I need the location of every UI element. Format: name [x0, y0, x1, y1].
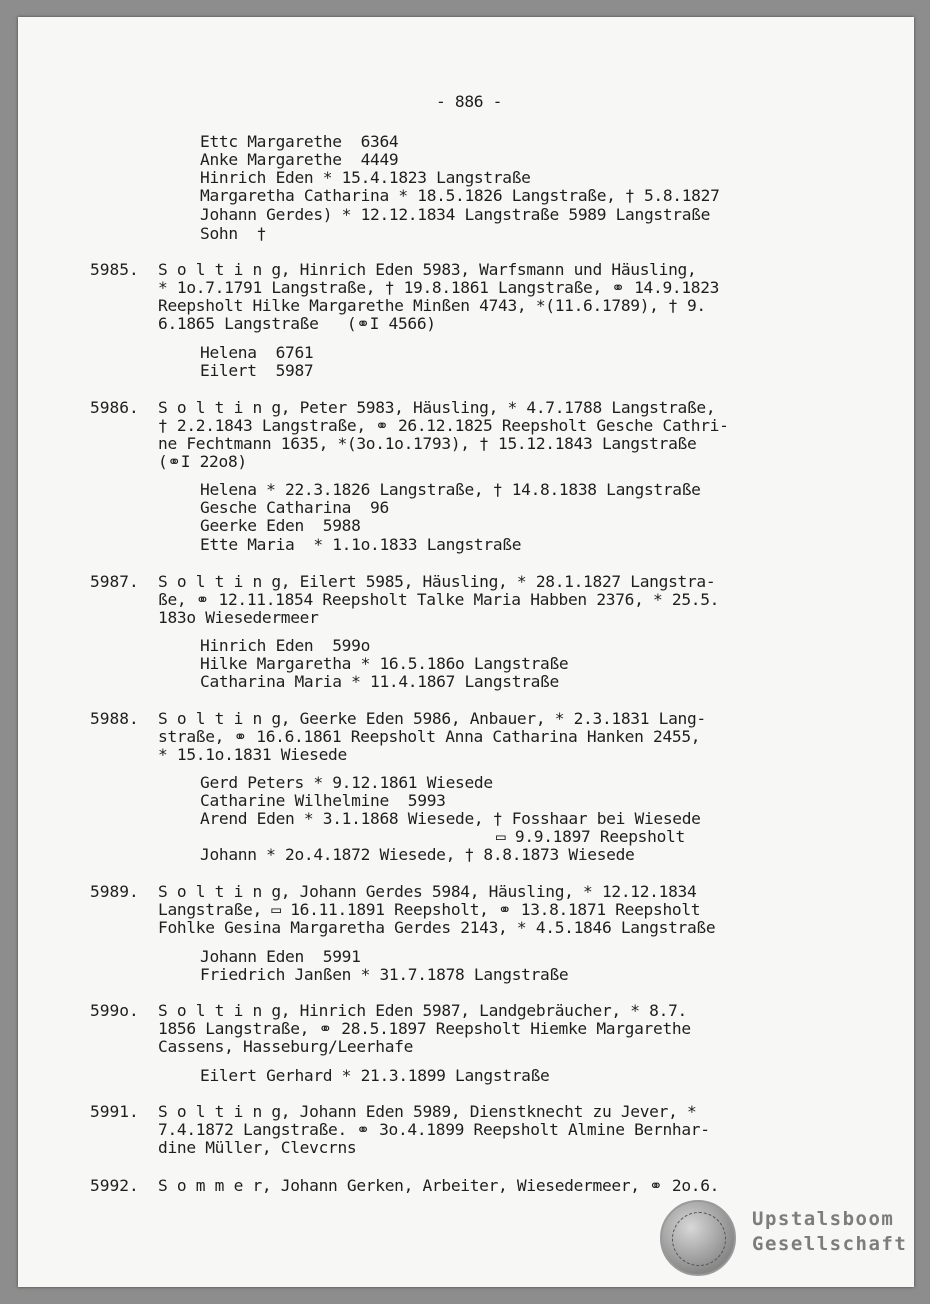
text-line: S o l t i n g, Hinrich Eden 5987, Landgebräucher, * 8.7. [158, 1001, 687, 1020]
entry-number: 5987. [90, 572, 139, 591]
page-number: - 886 - [436, 92, 503, 111]
text-line: S o l t i n g, Peter 5983, Häusling, * 4.7.1788 Langstraße, [158, 398, 716, 417]
text-line: straße, ⚭ 16.6.1861 Reepsholt Anna Catharina Hanken 2455, [158, 727, 701, 746]
text-line: S o l t i n g, Johann Gerdes 5984, Häusling, * 12.12.1834 [158, 882, 697, 901]
text-line: 1856 Langstraße, ⚭ 28.5.1897 Reepsholt Hiemke Margarethe [158, 1019, 691, 1038]
entry-number: 5986. [90, 398, 139, 417]
text-line: Reepsholt Hilke Margarethe Minßen 4743, *(11.6.1789), † 9. [158, 296, 706, 315]
text-line: S o l t i n g, Johann Eden 5989, Dienstknecht zu Jever, * [158, 1102, 697, 1121]
text-line: Anke Margarethe 4449 [200, 150, 399, 169]
document-page [18, 17, 914, 1287]
text-line: ne Fechtmann 1635, *(3o.1o.1793), † 15.12.1843 Langstraße [158, 434, 697, 453]
text-line: Helena 6761 [200, 343, 314, 362]
text-line: Gerd Peters * 9.12.1861 Wiesede [200, 773, 493, 792]
text-line: Johann * 2o.4.1872 Wiesede, † 8.8.1873 Wiesede [200, 845, 635, 864]
text-line: Geerke Eden 5988 [200, 516, 361, 535]
entry-number: 5992. [90, 1176, 139, 1195]
text-line: dine Müller, Clevcrns [158, 1138, 357, 1157]
text-line: Gesche Catharina 96 [200, 498, 389, 517]
text-line: * 1o.7.1791 Langstraße, † 19.8.1861 Langstraße, ⚭ 14.9.1823 [158, 278, 720, 297]
entry-number: 599o. [90, 1001, 139, 1020]
text-line: Helena * 22.3.1826 Langstraße, † 14.8.1838 Langstraße [200, 480, 701, 499]
text-line: Catharine Wilhelmine 5993 [200, 791, 446, 810]
text-line: Hinrich Eden * 15.4.1823 Langstraße [200, 168, 531, 187]
text-line: Hilke Margaretha * 16.5.186o Langstraße [200, 654, 569, 673]
entry-number: 5988. [90, 709, 139, 728]
text-line: Johann Gerdes) * 12.12.1834 Langstraße 5989 Langstraße [200, 205, 711, 224]
text-line: 7.4.1872 Langstraße. ⚭ 3o.4.1899 Reepsholt Almine Bernhar- [158, 1120, 710, 1139]
text-line: S o l t i n g, Eilert 5985, Häusling, * 28.1.1827 Langstra- [158, 572, 716, 591]
text-line: Sohn † [200, 224, 267, 243]
text-line: Hinrich Eden 599o [200, 636, 371, 655]
seal-icon [660, 1200, 736, 1276]
entry-number: 5989. [90, 882, 139, 901]
text-line: Johann Eden 5991 [200, 947, 361, 966]
text-line: Arend Eden * 3.1.1868 Wiesede, † Fosshaar bei Wiesede [200, 809, 701, 828]
text-line: * 15.1o.1831 Wiesede [158, 745, 347, 764]
text-line: Cassens, Hasseburg/Leerhafe [158, 1037, 414, 1056]
text-line: Eilert Gerhard * 21.3.1899 Langstraße [200, 1066, 550, 1085]
publisher-logo [660, 1200, 910, 1280]
entry-number: 5985. [90, 260, 139, 279]
text-line: S o l t i n g, Hinrich Eden 5983, Warfsmann und Häusling, [158, 260, 697, 279]
text-line: ▭ 9.9.1897 Reepsholt [496, 827, 685, 846]
text-line: ße, ⚭ 12.11.1854 Reepsholt Talke Maria Habben 2376, * 25.5. [158, 590, 720, 609]
text-line: Langstraße, ▭ 16.11.1891 Reepsholt, ⚭ 13.8.1871 Reepsholt [158, 900, 701, 919]
logo-line-1: Upstalsboom [752, 1208, 895, 1230]
entry-number: 5991. [90, 1102, 139, 1121]
text-line: Catharina Maria * 11.4.1867 Langstraße [200, 672, 559, 691]
text-line: (⚭I 22o8) [158, 452, 247, 471]
logo-line-2: Gesellschaft [752, 1233, 908, 1255]
text-line: Ettc Margarethe 6364 [200, 132, 399, 151]
text-line: 183o Wiesedermeer [158, 608, 319, 627]
text-line: Eilert 5987 [200, 361, 314, 380]
text-line: 6.1865 Langstraße (⚭I 4566) [158, 314, 436, 333]
text-line: † 2.2.1843 Langstraße, ⚭ 26.12.1825 Reepsholt Gesche Cathri- [158, 416, 729, 435]
text-line: Margaretha Catharina * 18.5.1826 Langstraße, † 5.8.1827 [200, 186, 720, 205]
text-line: Fohlke Gesina Margaretha Gerdes 2143, * 4.5.1846 Langstraße [158, 918, 716, 937]
text-line: S o l t i n g, Geerke Eden 5986, Anbauer, * 2.3.1831 Lang- [158, 709, 706, 728]
text-line: Ette Maria * 1.1o.1833 Langstraße [200, 535, 522, 554]
text-line: S o m m e r, Johann Gerken, Arbeiter, Wiesedermeer, ⚭ 2o.6. [158, 1176, 720, 1195]
text-line: Friedrich Janßen * 31.7.1878 Langstraße [200, 965, 569, 984]
